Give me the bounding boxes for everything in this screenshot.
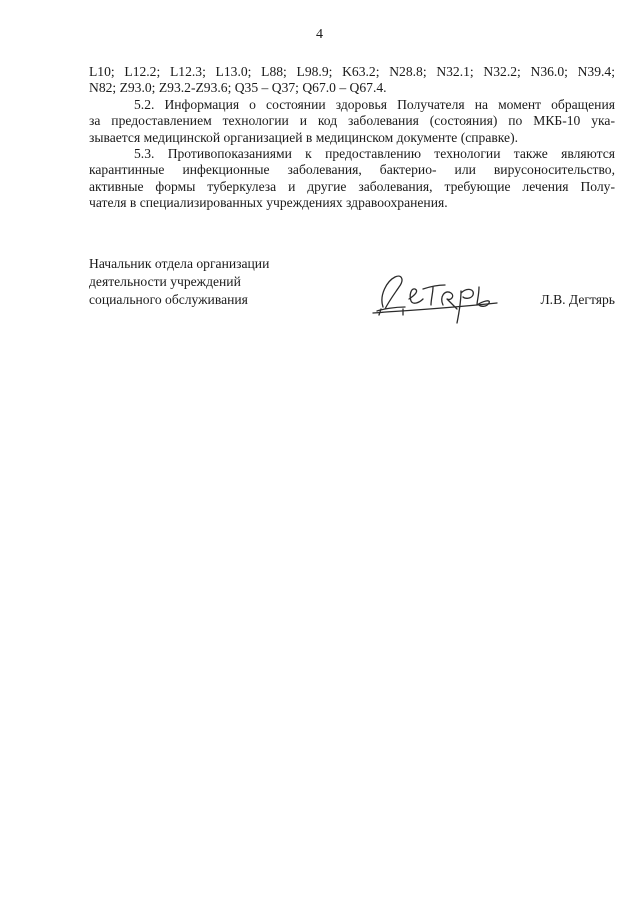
signer-position-line: деятельности учреждений	[89, 274, 241, 289]
paragraph-line: за предоставлением технологии и код заболевания (состояния) по МКБ-10 ука-	[89, 113, 615, 129]
paragraph-line: карантинные инфекционные заболевания, бактерио- или вирусоносительство,	[89, 162, 615, 178]
signer-name: Л.В. Дегтярь	[540, 292, 615, 307]
signer-position	[89, 255, 615, 309]
paragraph-line: N82; Z93.0; Z93.2-Z93.6; Q35 – Q37; Q67.0 – Q67.4.	[89, 80, 387, 96]
paragraph-line: 5.3. Противопоказаниями к предоставлению технологии также являются	[134, 145, 615, 161]
icd-codes-paragraph	[89, 64, 615, 97]
paragraph-5-2	[89, 97, 615, 146]
paragraph-5-3	[89, 146, 615, 212]
signature-block	[89, 255, 615, 315]
document-body	[89, 64, 615, 212]
paragraph-line: 5.2. Информация о состоянии здоровья Получателя на момент обращения	[134, 96, 615, 112]
paragraph-line: зывается медицинской организацией в медицинском документе (справке).	[89, 129, 519, 145]
paragraph-line: L10; L12.2; L12.3; L13.0; L88; L98.9; K63.2; N28.8; N32.1; N32.2; N36.0; N39.4;	[89, 64, 615, 79]
paragraph-line: чателя в специализированных учреждениях здравоохранения.	[89, 195, 448, 211]
handwritten-signature	[369, 265, 509, 325]
signer-position-line: Начальник отдела организации	[89, 256, 270, 271]
paragraph-line: активные формы туберкулеза и другие заболевания, требующие лечения Полу-	[89, 178, 615, 194]
signer-position-line: социального обслуживания	[89, 292, 248, 307]
page-number: 4	[316, 27, 323, 42]
